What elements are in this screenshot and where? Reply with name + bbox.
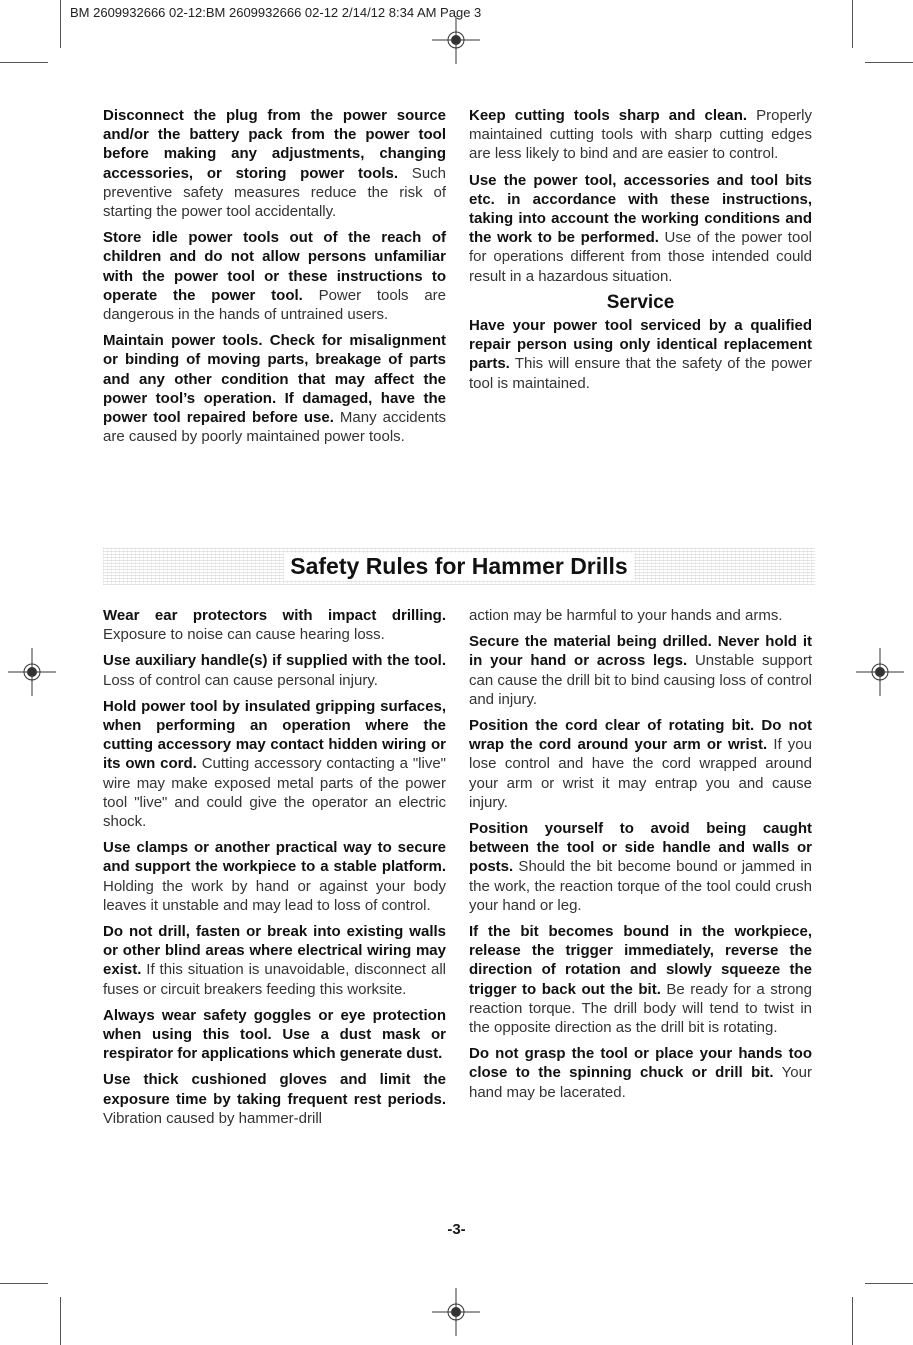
crosshair-registration-icon	[432, 16, 480, 64]
print-header: BM 2609932666 02-12:BM 2609932666 02-12 2/14/12 8:34 AM Page 3	[70, 5, 482, 20]
bottom-left-column	[103, 606, 446, 1135]
rule-paragraph: Have your power tool serviced by a qualified repair person using only identical replacement parts. This will ensure that the safety of the power tool is maintained.	[469, 317, 812, 392]
rule-paragraph: Maintain power tools. Check for misalignment or binding of moving parts, breakage of parts and any other condition that may affect the power tool’s operation. If damaged, have the power tool repaired before use. Many accidents are caused by poorly maintained power tools.	[103, 332, 446, 446]
service-heading: Service	[606, 291, 675, 313]
rule-paragraph: If the bit becomes bound in the workpiece, release the trigger immediately, reverse the direction of rotation and slowly squeeze the trigger to back out the bit. Be ready for a strong reaction torque. The drill body will tend to twist in the opposite direction as the drill bit is rotating.	[469, 923, 812, 1037]
crop-line-bottom-right-horizontal	[865, 1283, 913, 1284]
rule-paragraph: Always wear safety goggles or eye protection when using this tool. Use a dust mask or respirator for applications which generate dust.	[103, 1006, 446, 1063]
section-banner	[103, 547, 815, 585]
rule-paragraph: Wear ear protectors with impact drilling. Exposure to noise can cause hearing loss.	[103, 607, 446, 644]
top-right-column	[469, 106, 812, 400]
crop-line-bottom-right-vertical	[852, 1297, 853, 1345]
top-left-column	[103, 106, 446, 453]
crosshair-registration-icon	[856, 648, 904, 696]
rule-paragraph: Disconnect the plug from the power source and/or the battery pack from the power tool before making any adjustments, changing accessories, or storing power tools. Such preventive safety measures reduce the risk of starting the power tool accidentally.	[103, 107, 446, 221]
crop-line-top-left-horizontal	[0, 62, 48, 63]
crop-line-top-left-vertical	[60, 0, 61, 48]
crop-line-top-right-horizontal	[865, 62, 913, 63]
crop-line-bottom-left-horizontal	[0, 1283, 48, 1284]
rule-paragraph: Use clamps or another practical way to secure and support the workpiece to a stable platform. Holding the work by hand or against your body leaves it unstable and may lead to loss of control.	[103, 839, 446, 914]
crop-line-bottom-left-vertical	[60, 1297, 61, 1345]
rule-paragraph: Position yourself to avoid being caught between the tool or side handle and walls or posts. Should the bit become bound or jammed in the work, the reaction torque of the tool could crush your hand or leg.	[469, 820, 812, 914]
rule-paragraph: Do not grasp the tool or place your hands too close to the spinning chuck or drill bit. Your hand may be lacerated.	[469, 1045, 812, 1101]
rule-paragraph: Use auxiliary handle(s) if supplied with the tool. Loss of control can cause personal injury.	[103, 652, 446, 689]
rule-paragraph: Use thick cushioned gloves and limit the exposure time by taking frequent rest periods. Vibration caused by hammer-drill	[103, 1071, 446, 1127]
crosshair-registration-icon	[432, 1288, 480, 1336]
page-number: -3-	[447, 1221, 466, 1238]
crop-line-top-right-vertical	[852, 0, 853, 48]
rule-paragraph: Do not drill, fasten or break into existing walls or other blind areas where electrical wiring may exist. If this situation is unavoidable, disconnect all fuses or circuit breakers feeding this worksite.	[103, 923, 446, 998]
rule-paragraph: Hold power tool by insulated gripping surfaces, when performing an operation where the cutting accessory may contact hidden wiring or its own cord. Cutting accessory contacting a "live" wire may make exposed metal parts of the power tool "live" and could give the operator an electric shock.	[103, 697, 446, 831]
rule-paragraph: Use the power tool, accessories and tool bits etc. in accordance with these instructions, taking into account the working conditions and the work to be performed. Use of the power tool for operations different from those intended could result in a hazardous situation.	[469, 171, 812, 285]
continuation-paragraph: action may be harmful to your hands and arms.	[469, 607, 783, 624]
rule-paragraph: Position the cord clear of rotating bit. Do not wrap the cord around your arm or wrist. If you lose control and have the cord wrapped around your arm or wrist it may entrap you and cause injury.	[469, 717, 812, 811]
bottom-right-column	[469, 606, 812, 1109]
crosshair-registration-icon	[8, 648, 56, 696]
rule-paragraph: Keep cutting tools sharp and clean. Properly maintained cutting tools with sharp cutting edges are less likely to bind and are easier to control.	[469, 107, 813, 163]
rule-paragraph: Secure the material being drilled. Never hold it in your hand or across legs. Unstable support can cause the drill bit to bind causing loss of control and injury.	[469, 633, 812, 708]
section-title: Safety Rules for Hammer Drills	[284, 553, 633, 580]
rule-paragraph: Store idle power tools out of the reach of children and do not allow persons unfamiliar with the power tool or these instructions to operate the power tool. Power tools are dangerous in the hands of untrained users.	[103, 229, 446, 324]
